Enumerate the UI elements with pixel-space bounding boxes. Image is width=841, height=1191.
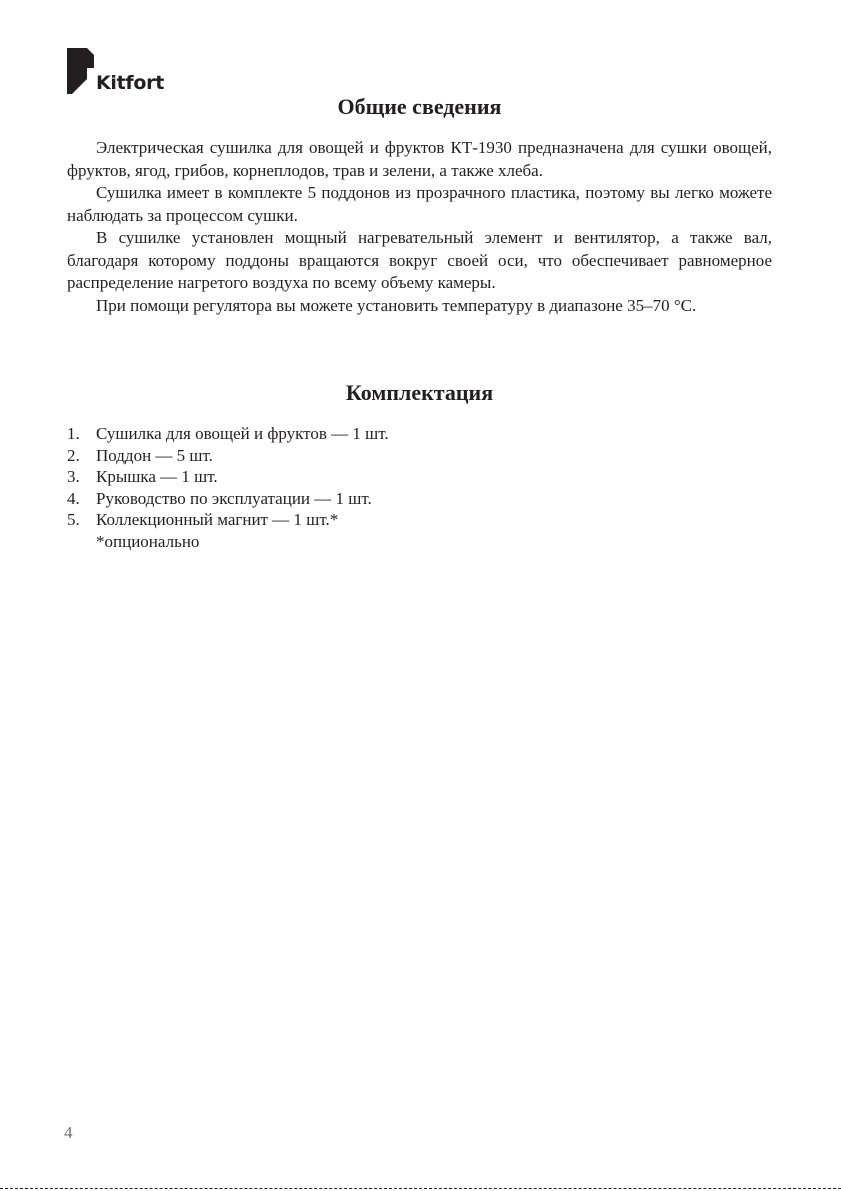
page-bottom-rule (0, 1188, 841, 1189)
section-title-general: Общие сведения (337, 94, 502, 119)
list-item-number: 4. (67, 488, 80, 508)
list-item-number: 1. (67, 424, 80, 443)
paragraph-temperature: При помощи регулятора вы можете установить температуру в диапазоне 35–70 °С. (96, 295, 697, 315)
kitfort-logo (67, 48, 167, 98)
list-item-text: Поддон — 5 шт. (96, 445, 213, 465)
package-list (67, 423, 772, 531)
list-item-number: 2. (67, 445, 80, 465)
optional-note: *опционально (96, 531, 200, 551)
list-item-text: Коллекционный магнит — 1 шт.* (96, 510, 339, 530)
page-number: 4 (64, 1123, 73, 1142)
kitfort-logo-icon (67, 48, 95, 94)
brand-name: Kitfort (96, 72, 164, 94)
list-item (67, 509, 772, 531)
list-item-number: 5. (67, 510, 80, 530)
list-item (67, 488, 772, 510)
paragraph-heating: В сушилке установлен мощный нагревательный элемент и вентилятор, а также вал, благодаря которому поддоны вращаются вокруг своей оси, что обеспечивает равномерное распределение нагретого воздуха по всему объему камеры. (67, 228, 772, 292)
list-item-text: Руководство по эксплуатации — 1 шт. (96, 488, 372, 508)
list-item-text: Крышка — 1 шт. (96, 467, 218, 487)
section-title-package: Комплектация (345, 380, 494, 405)
list-item (67, 466, 772, 488)
list-item-number: 3. (67, 467, 80, 487)
page-content (67, 93, 772, 553)
paragraph-purpose: Электрическая сушилка для овощей и фруктов КТ-1930 предназначена для сушки овощей, фруктов, ягод, грибов, корнеплодов, трав и зелени, а также хлеба. (67, 138, 772, 180)
list-item (67, 423, 772, 445)
paragraph-trays: Сушилка имеет в комплекте 5 поддонов из прозрачного пластика, поэтому вы легко можете наблюдать за процессом сушки. (67, 183, 772, 225)
list-item-text: Сушилка для овощей и фруктов — 1 шт. (96, 424, 389, 443)
list-item (67, 445, 772, 467)
